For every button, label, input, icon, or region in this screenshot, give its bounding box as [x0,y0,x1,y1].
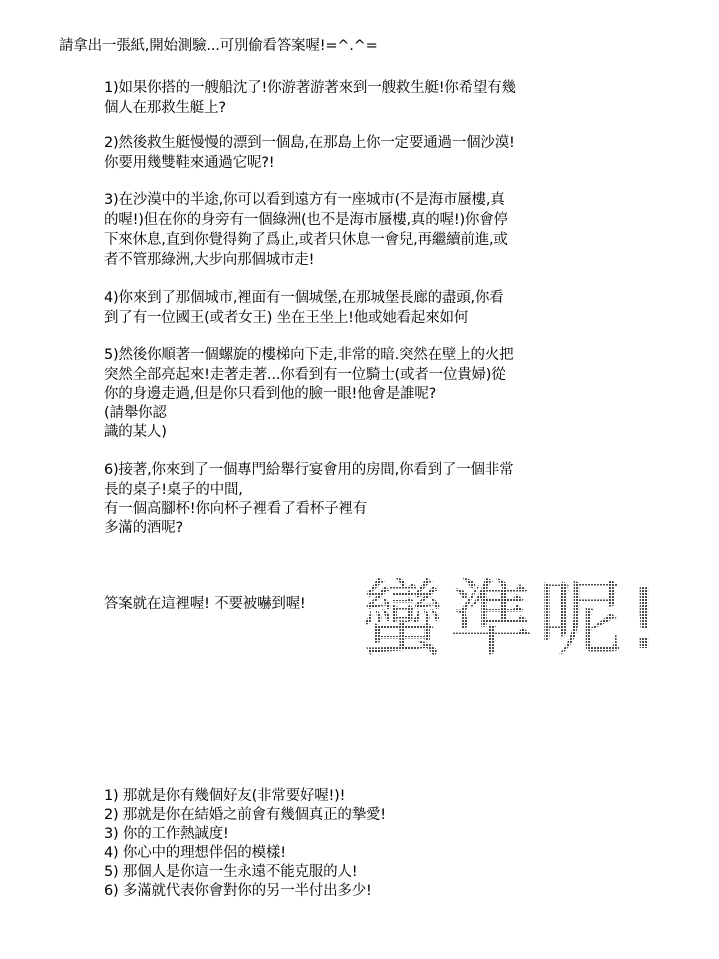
answer-4: 4) 你心中的理想伴侶的模樣! [104,845,286,861]
question-3-line-2: 的喔!)但在你的身旁有一個綠洲(也不是海市蜃樓,真的喔!)你會停 [104,212,508,228]
answer-6: 6) 多滿就代表你會對你的另一半付出多少! [104,883,372,899]
question-1-line-1: 1)如果你搭的一艘船沈了!你游著游著來到一艘救生艇!你希望有幾 [104,80,516,96]
intro-line: 請拿出一張紙,開始測驗...可別偷看答案喔!=^.^= [59,38,378,54]
question-6-line-3: 有一個高腳杯!你向杯子裡看了看杯子裡有 [104,501,368,517]
question-6-line-4: 多滿的酒呢? [104,520,183,536]
answer-1: 1) 那就是你有幾個好友(非常要好喔!)! [104,788,346,804]
question-6-line-1: 6)接著,你來到了一個專門給舉行宴會用的房間,你看到了一個非常 [104,462,514,478]
question-2-line-2: 你要用幾雙鞋來通過它呢?! [104,155,275,171]
question-5-line-2: 突然全部亮起來!走著走著...你看到有一位騎士(或者一位貴婦)從 [104,367,506,383]
question-6-line-2: 長的桌子!桌子的中間, [104,482,243,498]
answer-2: 2) 那就是你在結婚之前會有幾個真正的摯愛! [104,807,386,823]
question-3-line-4: 者不管那綠洲,大步向那個城市走! [104,252,315,268]
question-5-line-3: 你的身邊走過,但是你只看到他的臉一眼!他會是誰呢? [104,386,437,402]
question-5-line-1: 5)然後你順著一個螺旋的樓梯向下走,非常的暗.突然在壁上的火把 [104,347,514,363]
answer-prompt: 答案就在這裡喔! 不要被嚇到喔! [104,596,306,612]
question-4-line-2: 到了有一位國王(或者女王) 坐在王坐上!他或她看起來如何 [104,310,469,326]
question-3-line-3: 下來休息,直到你覺得夠了爲止,或者只休息一會兒,再繼續前進,或 [104,232,508,248]
question-5-line-4: (請舉你認 [104,405,167,421]
question-4-line-1: 4)你來到了那個城市,裡面有一個城堡,在那城堡長廊的盡頭,你看 [104,290,504,306]
stamp-text-graphic [360,560,670,660]
stamp-text: 蠻準呢! [360,570,665,660]
question-3-line-1: 3)在沙漠中的半途,你可以看到遠方有一座城市(不是海市蜃樓,真 [104,192,505,208]
answer-3: 3) 你的工作熱誠度! [104,826,229,842]
question-2-line-1: 2)然後救生艇慢慢的漂到一個島,在那島上你一定要通過一個沙漠! [104,135,515,151]
question-5-line-5: 識的某人) [104,424,167,440]
question-1-line-2: 個人在那救生艇上? [104,100,226,116]
answer-5: 5) 那個人是你這一生永遠不能克服的人! [104,864,358,880]
